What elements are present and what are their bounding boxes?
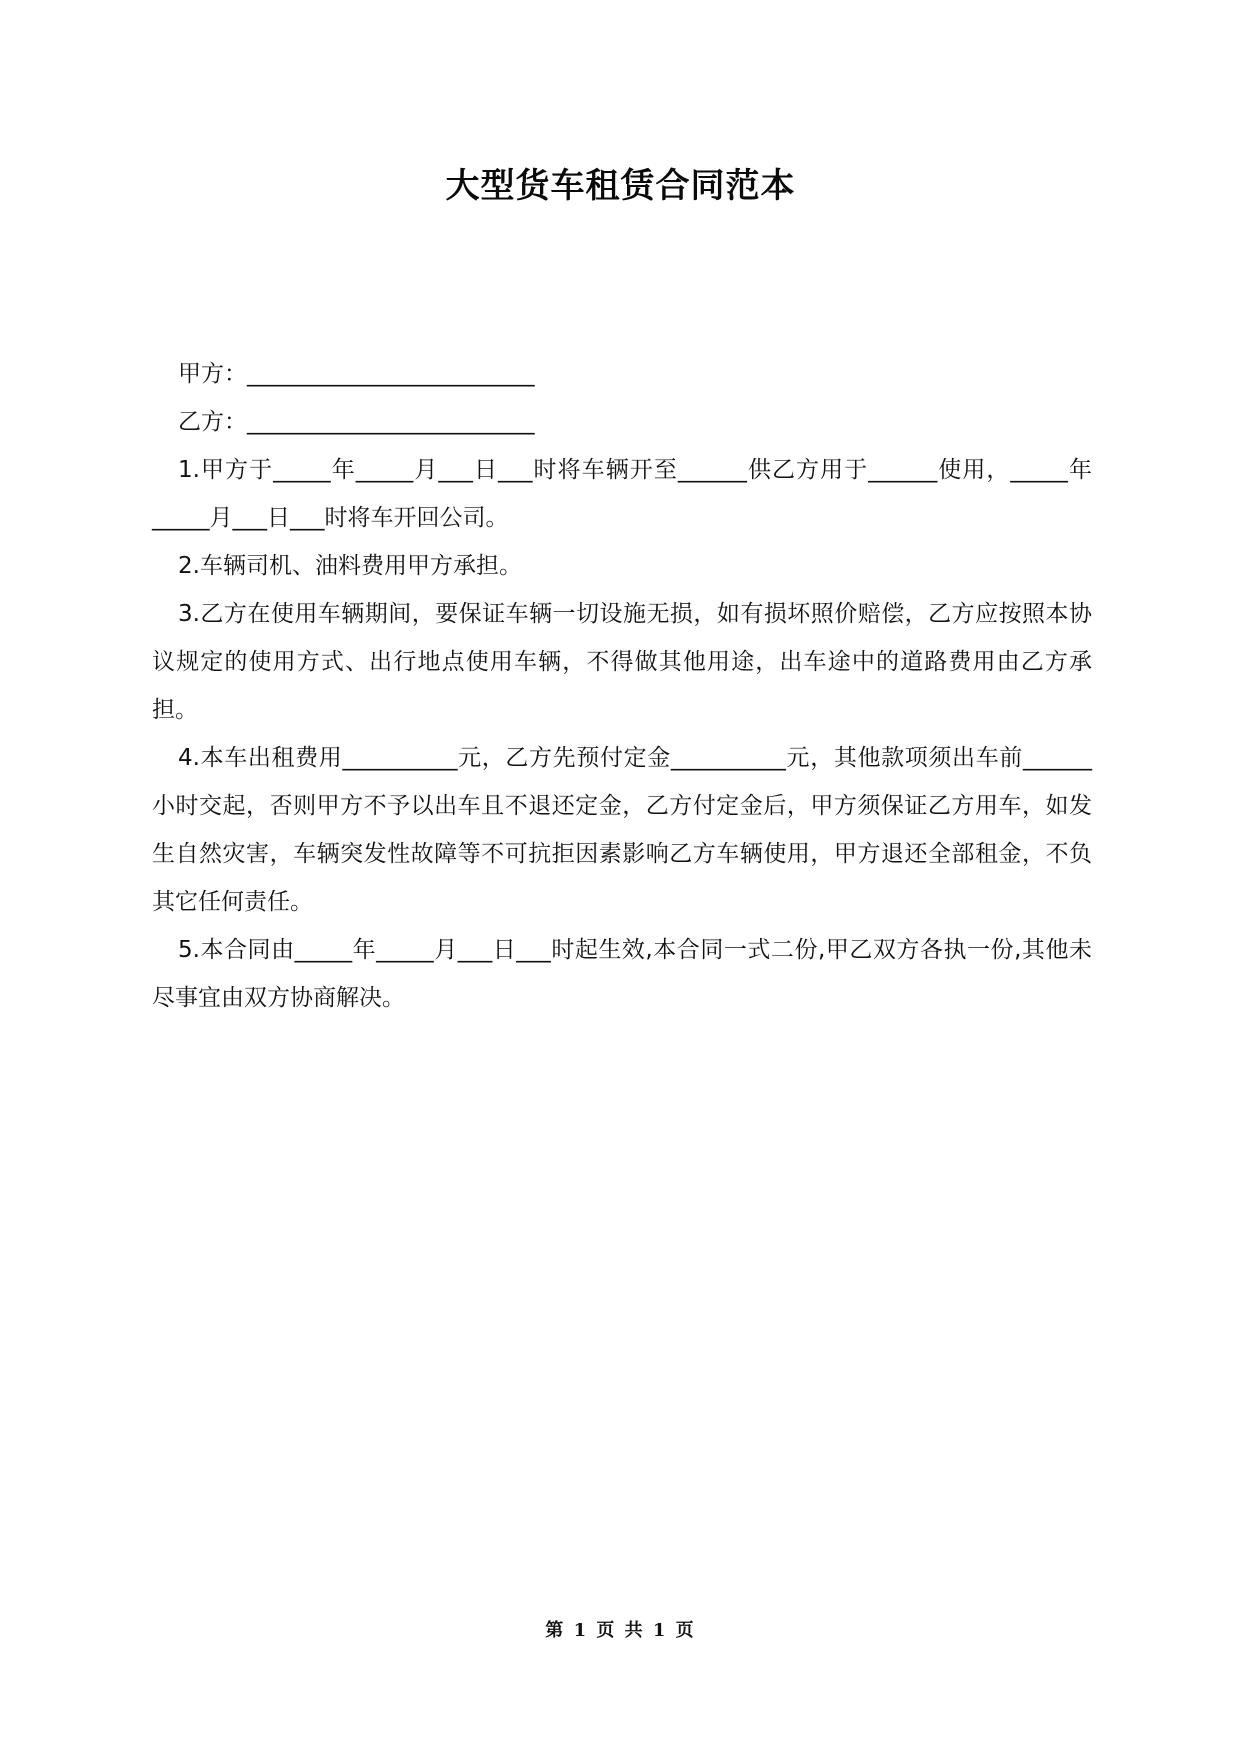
clause-2: 2.车辆司机、油料费用甲方承担。 <box>178 553 522 579</box>
document-title: 大型货车租赁合同范本 <box>445 166 796 206</box>
party-a-line: 甲方：_________________________ <box>178 361 535 387</box>
page-footer: 第 1 页 共 1 页 <box>545 1620 696 1641</box>
clause-5: 5.本合同由_____年_____月___日___时起生效,本合同一式二份,甲乙双方各执一份,其他未尽事宜由双方协商解决。 <box>152 937 1092 1011</box>
clause-1: 1.甲方于_____年_____月___日___时将车辆开至______供乙方用于______使用，_____年_____月___日___时将车开回公司。 <box>152 457 1092 531</box>
clause-3: 3.乙方在使用车辆期间，要保证车辆一切设施无损，如有损坏照价赔偿，乙方应按照本协议规定的使用方式、出行地点使用车辆，不得做其他用途，出车途中的道路费用由乙方承担。 <box>152 601 1092 723</box>
clause-4: 4.本车出租费用__________元，乙方先预付定金__________元，其他款项须出车前______小时交起，否则甲方不予以出车且不退还定金，乙方付定金后，甲方须保证乙方用车，如发生自然灾害，车辆突发性故障等不可抗拒因素影响乙方车辆使用，甲方退还全部租金，不负其它任何责任。 <box>152 745 1092 915</box>
contract-body <box>152 350 1092 1022</box>
party-b-line: 乙方：_________________________ <box>178 409 535 435</box>
